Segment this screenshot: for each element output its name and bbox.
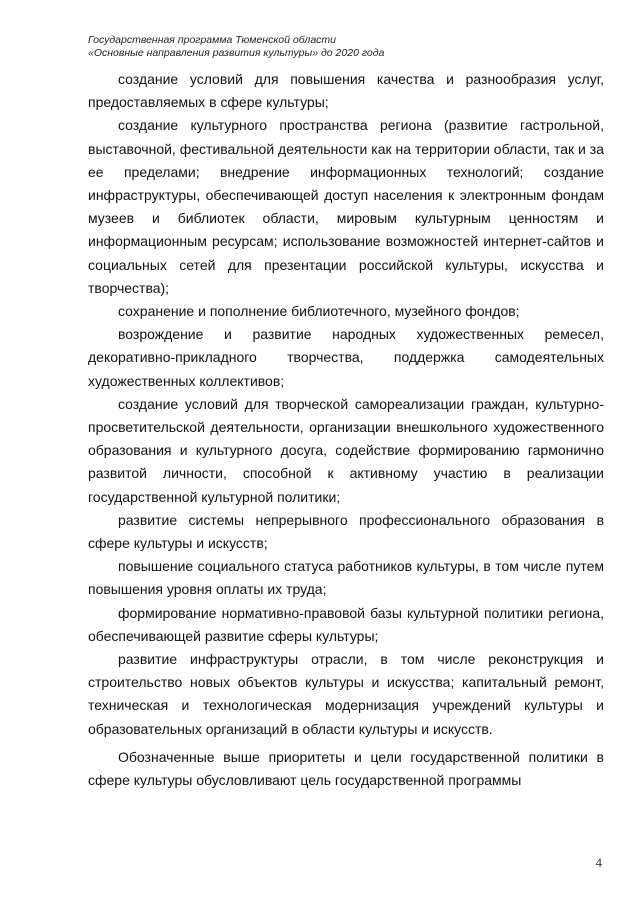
paragraph: формирование нормативно-правовой базы культурной политики региона, обеспечивающей развитие сферы культуры; — [88, 604, 604, 644]
header-line-2: «Основные направления развития культуры» до 2020 года — [88, 47, 385, 59]
paragraph: создание условий для творческой самореализации граждан, культурно-просветительской деятельности, организации внешкольного художественного образования и культурного досуга, содействие формированию гармонично развитой личности, способной к активному участию в реализации государственной культурной политики; — [88, 395, 604, 505]
page-number: 4 — [595, 855, 602, 870]
body-text — [88, 68, 604, 792]
paragraph: повышение социального статуса работников культуры, в том числе путем повышения уровня оплаты их труда; — [88, 558, 604, 598]
paragraph: Обозначенные выше приоритеты и цели государственной политики в сфере культуры обусловливают цель государственной программы — [88, 748, 604, 789]
paragraph: развитие системы непрерывного профессионального образования в сфере культуры и искусств; — [88, 511, 604, 552]
header-line-1: Государственная программа Тюменской области — [88, 34, 336, 46]
paragraph: сохранение и пополнение библиотечного, музейного фондов; — [118, 303, 520, 320]
paragraph: развитие инфраструктуры отрасли, в том числе реконструкция и строительство новых объектов культуры и искусства; капитальный ремонт, техническая и технологическая модернизация учреждений культуры и образовательных организаций в области культуры и искусств. — [88, 651, 604, 737]
paragraph: создание культурного пространства региона (развитие гастрольной, выставочной, фестивальной деятельности как на территории области, так и за ее пределами; внедрение информационных технологий; создание инфраструктуры, обеспечивающей доступ населения к электронным фондам музеев и библиотек области, мировым культурным ценностям и информационным ресурсам; использование возможностей интернет-сайтов и социальных сетей для презентации российской культуры, искусства и творчества); — [88, 117, 604, 296]
paragraph: создание условий для повышения качества и разнообразия услуг, предоставляемых в сфере культуры; — [88, 71, 604, 111]
paragraph: возрождение и развитие народных художественных ремесел, декоративно-прикладного творчества, поддержка самодеятельных художественных коллективов; — [88, 326, 604, 389]
running-header — [88, 34, 384, 60]
